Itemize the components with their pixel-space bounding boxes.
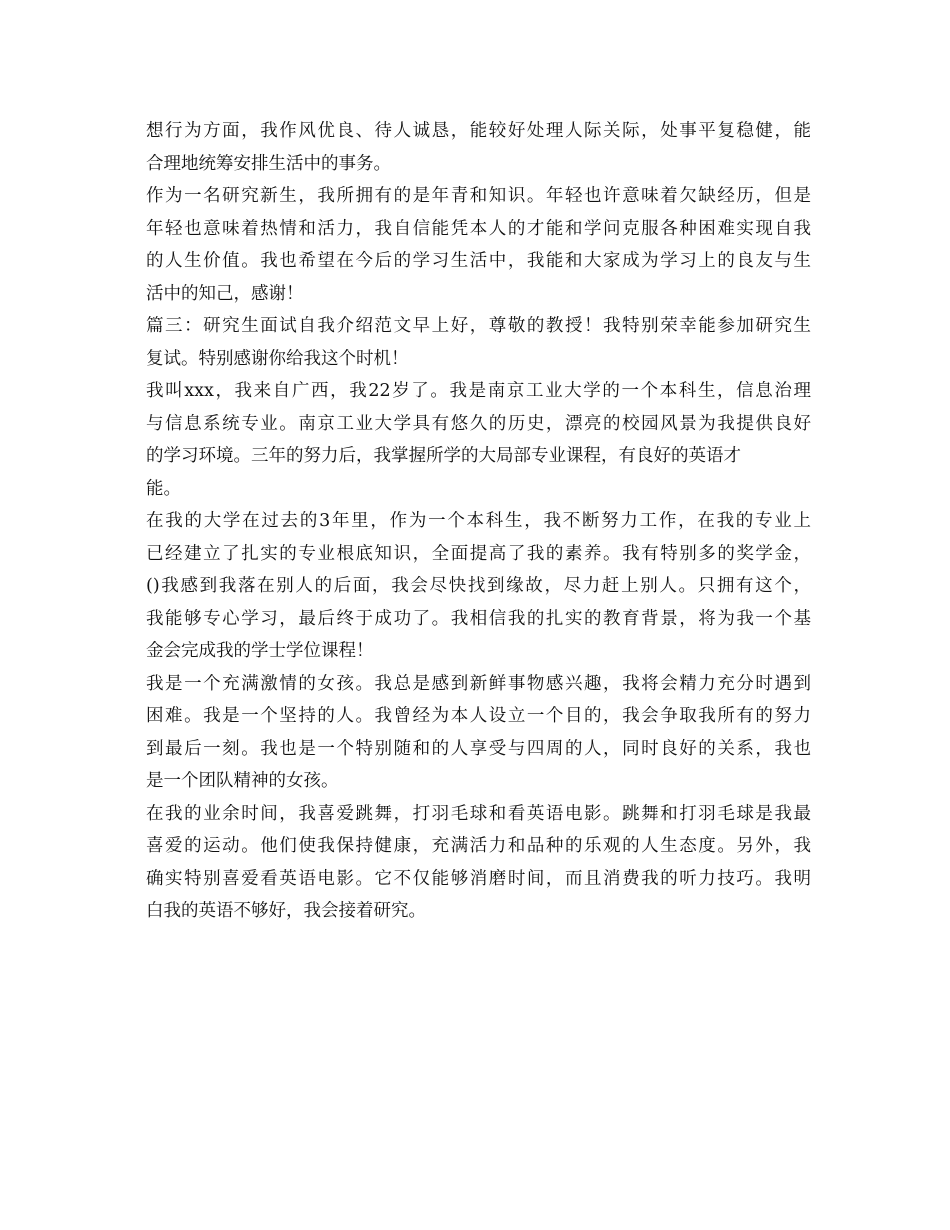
document-body [146, 115, 811, 928]
text-line: 喜爱的运动。他们使我保持健康，充满活力和品种的乐观的人生态度。另外，我 [146, 836, 811, 856]
text-line: 金会完成我的学士学位课程！ [146, 641, 374, 661]
text-line: 想行为方面，我作风优良、待人诚恳，能较好处理人际关际，处事平复稳健，能 [146, 121, 811, 141]
text-line: 与信息系统专业。南京工业大学具有悠久的历史，漂亮的校园风景为我提供良好 [146, 413, 811, 434]
text-line: 能。 [146, 478, 181, 499]
text-line: 作为一名研究新生，我所拥有的是年青和知识。年轻也许意味着欠缺经历，但是 [146, 186, 811, 206]
text-line: 年轻也意味着热情和活力，我自信能凭本人的才能和学问克服各种困难实现自我 [146, 218, 811, 239]
text-line: 我能够专心学习，最后终于成功了。我相信我的扎实的教育背景，将为我一个基 [146, 608, 811, 629]
text-line: 白我的英语不够好，我会接着研究。 [146, 901, 426, 921]
text-line: 的人生价值。我也希望在今后的学习生活中，我能和大家成为学习上的良友与生 [146, 251, 811, 271]
text-line: 合理地统筹安排生活中的事务。 [146, 153, 391, 174]
text-line: 困难。我是一个坚持的人。我曾经为本人设立一个目的，我会争取我所有的努力 [146, 706, 811, 726]
text-line: 在我的大学在过去的3年里，作为一个本科生，我不断努力工作，在我的专业上 [146, 511, 811, 531]
text-line: 在我的业余时间，我喜爱跳舞，打羽毛球和看英语电影。跳舞和打羽毛球是我最 [146, 803, 811, 824]
text-line: 我叫xxx，我来自广西，我22岁了。我是南京工业大学的一个本科生，信息治理 [146, 381, 811, 401]
text-line: 是一个团队精神的女孩。 [146, 771, 339, 791]
text-line: 复试。特别感谢你给我这个时机！ [146, 348, 409, 369]
text-line: 已经建立了扎实的专业根底知识，全面提高了我的素养。我有特别多的奖学金， [146, 543, 811, 564]
text-line: 确实特别喜爱看英语电影。它不仅能够消磨时间，而且消费我的听力技巧。我明 [146, 868, 811, 889]
text-line: 活中的知己，感谢！ [146, 283, 304, 304]
text-line: 到最后一刻。我也是一个特别随和的人享受与四周的人，同时良好的关系，我也 [146, 738, 811, 759]
text-line: 我是一个充满激情的女孩。我总是感到新鲜事物感兴趣，我将会精力充分时遇到 [146, 673, 811, 694]
text-line: 篇三：研究生面试自我介绍范文早上好，尊敬的教授！我特别荣幸能参加研究生 [146, 316, 811, 336]
text-line: ()我感到我落在别人的后面，我会尽快找到缘故，尽力赶上别人。只拥有这个， [146, 576, 811, 596]
text-line: 的学习环境。三年的努力后，我掌握所学的大局部专业课程，有良好的英语才 [146, 446, 741, 466]
